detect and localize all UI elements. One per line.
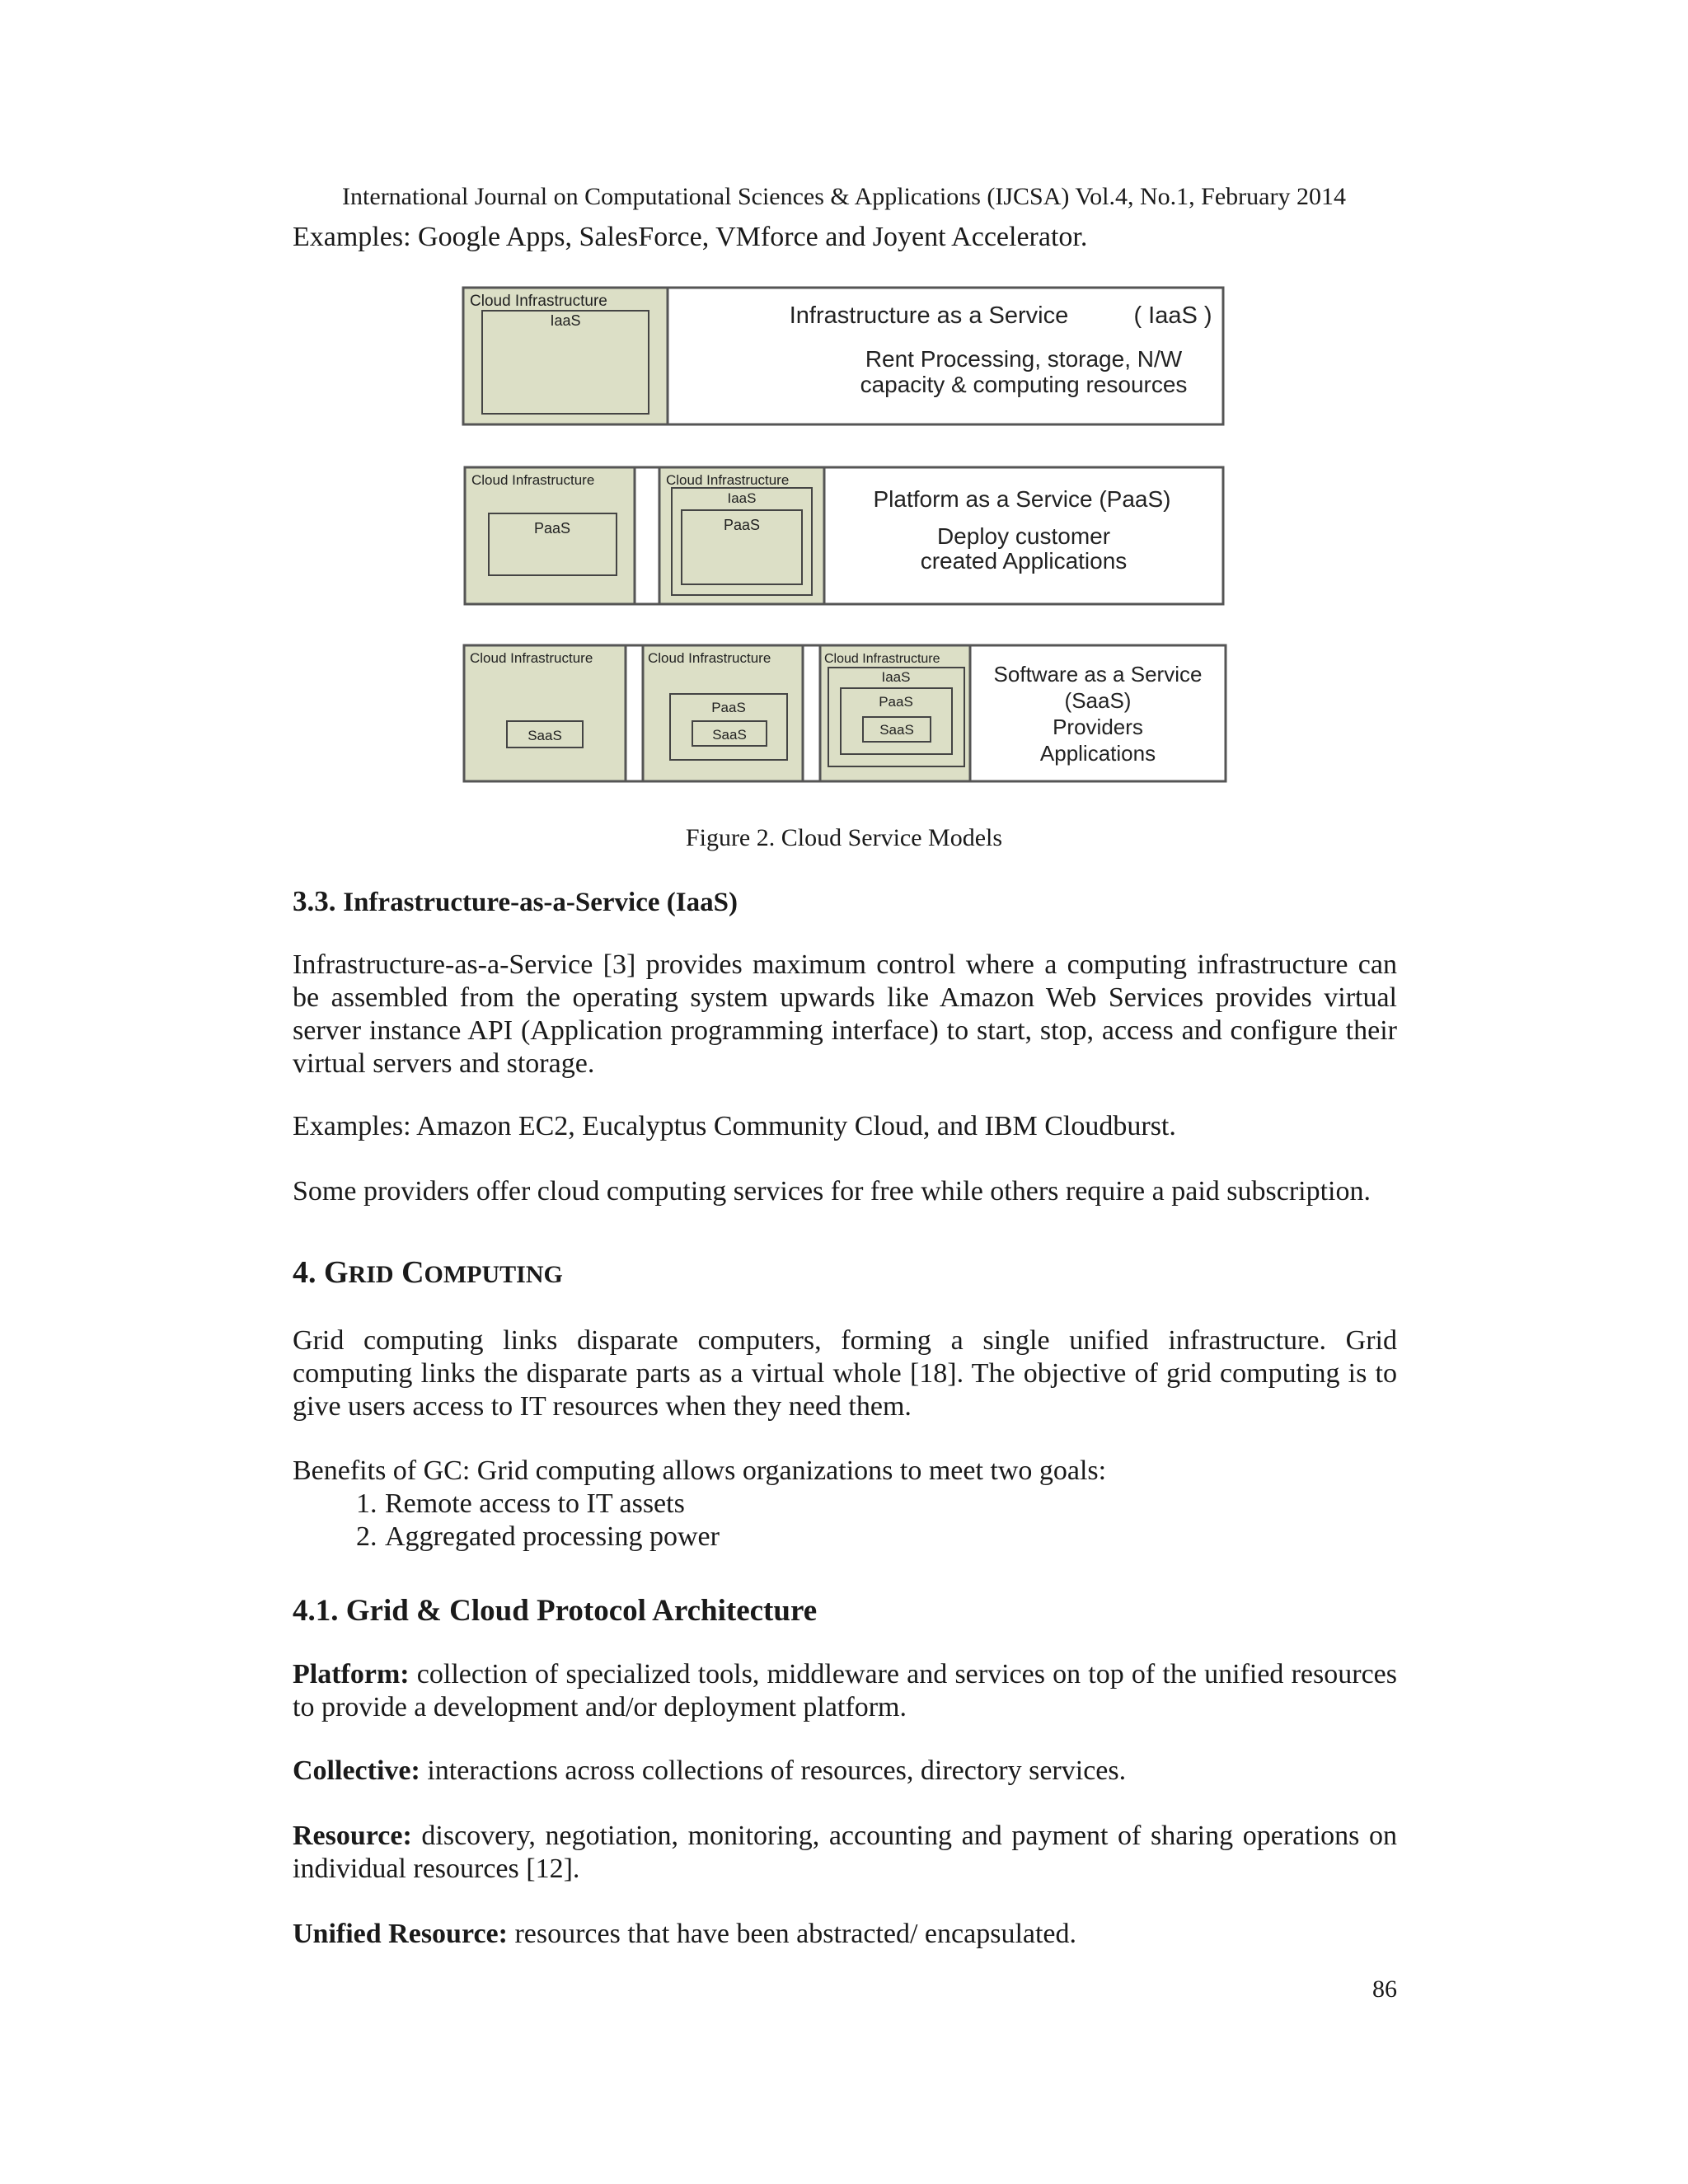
section-3-3-title: Infrastructure-as-a-Service (IaaS) [343, 888, 738, 917]
list-item-number: 2. [356, 1521, 377, 1552]
definition-text: interactions across collections of resources, directory services. [420, 1755, 1127, 1786]
list-item-number: 1. [356, 1488, 377, 1519]
section-4-title-c: C [401, 1255, 424, 1290]
paas-box2-iaas-label: IaaS [727, 490, 757, 506]
benefits-intro: Benefits of GC: Grid computing allows organizations to meet two goals: [293, 1455, 1107, 1486]
list-item-text: Remote access to IT assets [385, 1488, 685, 1519]
paas-box2-cloud-label: Cloud Infrastructure [666, 472, 790, 488]
saas-box3-saas-label: SaaS [879, 722, 914, 738]
cloud-service-models-figure [462, 284, 1228, 795]
definition-platform [293, 1658, 1397, 1724]
section-4-number: 4. [293, 1255, 316, 1290]
saas-box2-paas-label: PaaS [711, 700, 746, 715]
saas-box3-cloud-label: Cloud Infrastructure [824, 652, 940, 666]
paas-desc-line1: Deploy customer [936, 523, 1111, 549]
definition-term: Platform: [293, 1659, 410, 1690]
section-3-3-heading [293, 885, 1397, 918]
benefits-list [293, 1488, 1397, 1554]
section-4-title-rid: RID [348, 1261, 394, 1288]
definition-collective [293, 1755, 1397, 1788]
paas-box2-paas-label: PaaS [723, 517, 761, 533]
iaas-cloud-label: Cloud Infrastructure [470, 293, 607, 310]
saas-text-line2: (SaaS) [1064, 688, 1132, 713]
figure-caption: Figure 2. Cloud Service Models [685, 824, 1003, 851]
definition-unified-resource [293, 1918, 1397, 1951]
section-3-3-number: 3.3. [293, 885, 336, 917]
section-3-3-para3: Some providers offer cloud computing services for free while others require a paid subscription. [293, 1176, 1371, 1207]
iaas-inner-label: IaaS [550, 312, 581, 329]
paas-desc-line2: created Applications [920, 548, 1128, 574]
section-4-title-g: G [324, 1255, 349, 1290]
saas-box1-saas-label: SaaS [528, 728, 562, 743]
paas-box1-cloud-label: Cloud Infrastructure [471, 472, 595, 488]
page-number: 86 [1372, 1975, 1397, 2003]
iaas-acronym: ( IaaS ) [1133, 302, 1212, 329]
section-4-heading [293, 1254, 1397, 1291]
saas-examples: Examples: Google Apps, SalesForce, VMforce and Joyent Accelerator. [293, 222, 1088, 252]
paas-row [465, 467, 1223, 604]
saas-text-line3: Providers [1053, 715, 1143, 739]
definition-text: resources that have been abstracted/ encapsulated. [507, 1919, 1077, 1949]
definition-text: discovery, negotiation, monitoring, accounting and payment of sharing operations on individual resources [12]. [293, 1821, 1397, 1884]
saas-row [464, 645, 1226, 781]
definition-term: Collective: [293, 1755, 420, 1786]
section-4-para1: Grid computing links disparate computers, forming a single unified infrastructure. Grid computing links the disparate parts as a virtual whole [18]. The objective of grid computing is to give users access to IT resources when they need them. [293, 1325, 1397, 1422]
section-3-3-para2: Examples: Amazon EC2, Eucalyptus Community Cloud, and IBM Cloudburst. [293, 1111, 1176, 1141]
saas-box1-cloud-label: Cloud Infrastructure [470, 650, 593, 666]
definition-term: Resource: [293, 1821, 412, 1851]
iaas-desc-line2: capacity & computing resources [860, 372, 1188, 397]
list-item [293, 1488, 1397, 1521]
saas-box3-paas-label: PaaS [879, 694, 913, 710]
list-item [293, 1521, 1397, 1554]
paas-box1-inner-label: PaaS [533, 520, 571, 537]
iaas-title: Infrastructure as a Service [789, 302, 1069, 329]
iaas-desc-line1: Rent Processing, storage, N/W [865, 346, 1183, 372]
definition-term: Unified Resource: [293, 1919, 508, 1949]
paas-title: Platform as a Service (PaaS) [873, 486, 1171, 512]
definition-text: collection of specialized tools, middleware and services on top of the unified resources to provide a development and/or deployment platform. [293, 1659, 1397, 1722]
definition-resource [293, 1820, 1397, 1886]
saas-box2-cloud-label: Cloud Infrastructure [648, 650, 771, 666]
section-4-1-heading: 4.1. Grid & Cloud Protocol Architecture [293, 1594, 818, 1628]
saas-text-line4: Applications [1039, 741, 1156, 766]
section-4-title-omputing: OMPUTING [424, 1261, 563, 1288]
section-3-3-para1: Infrastructure-as-a-Service [3] provides maximum control where a computing infrastructure can be assembled from the operating system upwards like Amazon Web Services provides virtual server instance API (Application programming interface) to start, stop, access and configure their virtual servers and storage. [293, 949, 1397, 1079]
journal-header: International Journal on Computational Sciences & Applications (IJCSA) Vol.4, No.1, February 2014 [342, 183, 1346, 210]
list-item-text: Aggregated processing power [385, 1521, 720, 1552]
saas-text-line1: Software as a Service [993, 662, 1203, 687]
saas-box3-iaas-label: IaaS [881, 669, 911, 685]
saas-box2-saas-label: SaaS [712, 727, 747, 743]
iaas-row [463, 288, 1223, 424]
